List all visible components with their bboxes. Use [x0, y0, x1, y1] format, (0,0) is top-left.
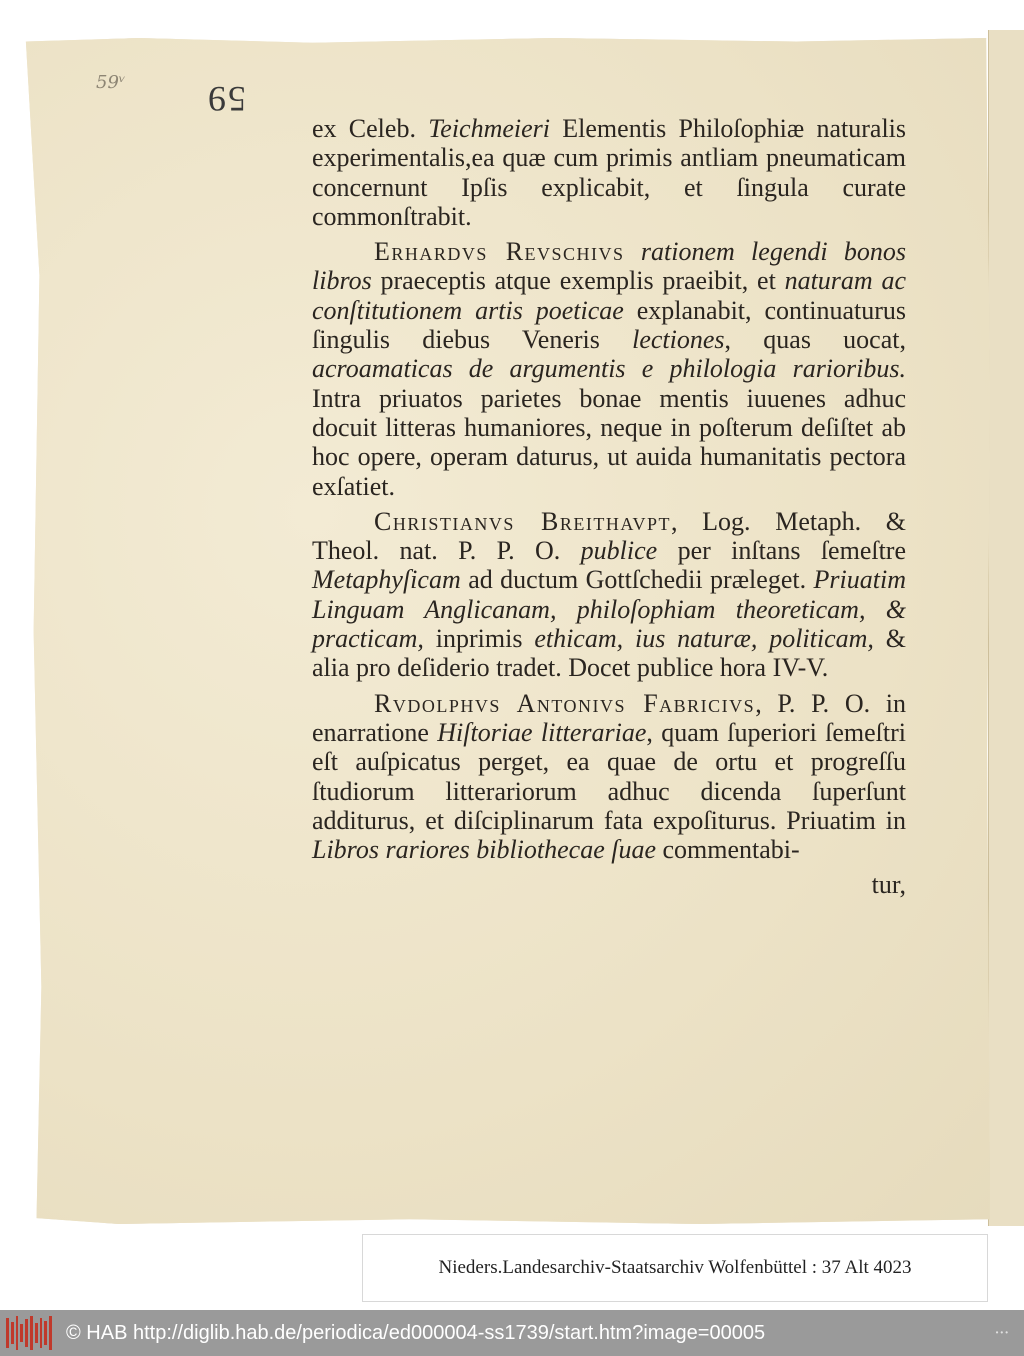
paragraph-1: ex Celeb. Teichmeieri Elementis Philoſophiæ naturalis experimentalis,ea quæ cum primis antliam pneumaticam concernunt Ipſis explicabit, et ſingula curate commonſtrabit. [312, 114, 907, 231]
page-text [312, 114, 906, 900]
footer-link[interactable]: © HAB http://diglib.hab.de/periodica/ed000004-ss1739/start.htm?image=00005 [66, 1321, 766, 1344]
catchword: tur, [871, 870, 906, 900]
adjacent-page-edge [988, 30, 1024, 1226]
archive-label: Nieders.Landesarchiv-Staatsarchiv Wolfenbüttel : 37 Alt 4023 [362, 1234, 988, 1302]
person-name: Rvdolphvs Antonivs Fabricivs [374, 688, 756, 718]
folio-stamp: 59 [206, 79, 246, 119]
pencil-annotation: 59ᵛ [96, 72, 126, 93]
paragraph-4: Rvdolphvs Antonivs Fabricivs, P. P. O. in enarratione Hiſtoriae litterariae, quam ſuperiori ſemeſtri eſt auſpicatus perget, ea quae de ortu et progreſſu ſtudiorum litterariorum adhuc dicenda ſuperſunt additurus, et diſciplinarum fata expoſiturus. Priuatim in Libros rariores bibliothecae ſuae commentabi- [312, 688, 907, 865]
person-name: Erhardvs Revschivs [374, 237, 625, 267]
hab-logo-icon [6, 1315, 52, 1351]
person-name: Christianvs Breithavpt [374, 506, 672, 536]
footer-bar [0, 1310, 1024, 1356]
paragraph-3: Christianvs Breithavpt, Log. Metaph. & Theol. nat. P. P. O. publice per inſtans ſemeſtre Metaphyſicam ad ductum Gottſchedii præleget. Priuatim Linguam Anglicanam, philoſophiam theoreticam, & practicam, inprimis ethicam, ius naturæ, politicam, & alia pro deſiderio tradet. Docet publice hora IV-V. [312, 506, 906, 683]
footer-dots-icon: ••• [995, 1328, 1010, 1337]
paragraph-2: Erhardvs Revschivs rationem legendi bonos libros praeceptis atque exemplis praeibit, et naturam ac conſtitutionem artis poeticae explanabit, continuaturus ſingulis diebus Veneris lectiones, quas uocat, acroamaticas de argumentis e philologia rarioribus. Intra priuatos parietes bonae mentis iuuenes adhuc docuit litteras humaniores, neque in poſterum deſiſtet ab hoc opere, operam daturus, ut auida humanitatis pectora exſatiet. [312, 237, 907, 501]
